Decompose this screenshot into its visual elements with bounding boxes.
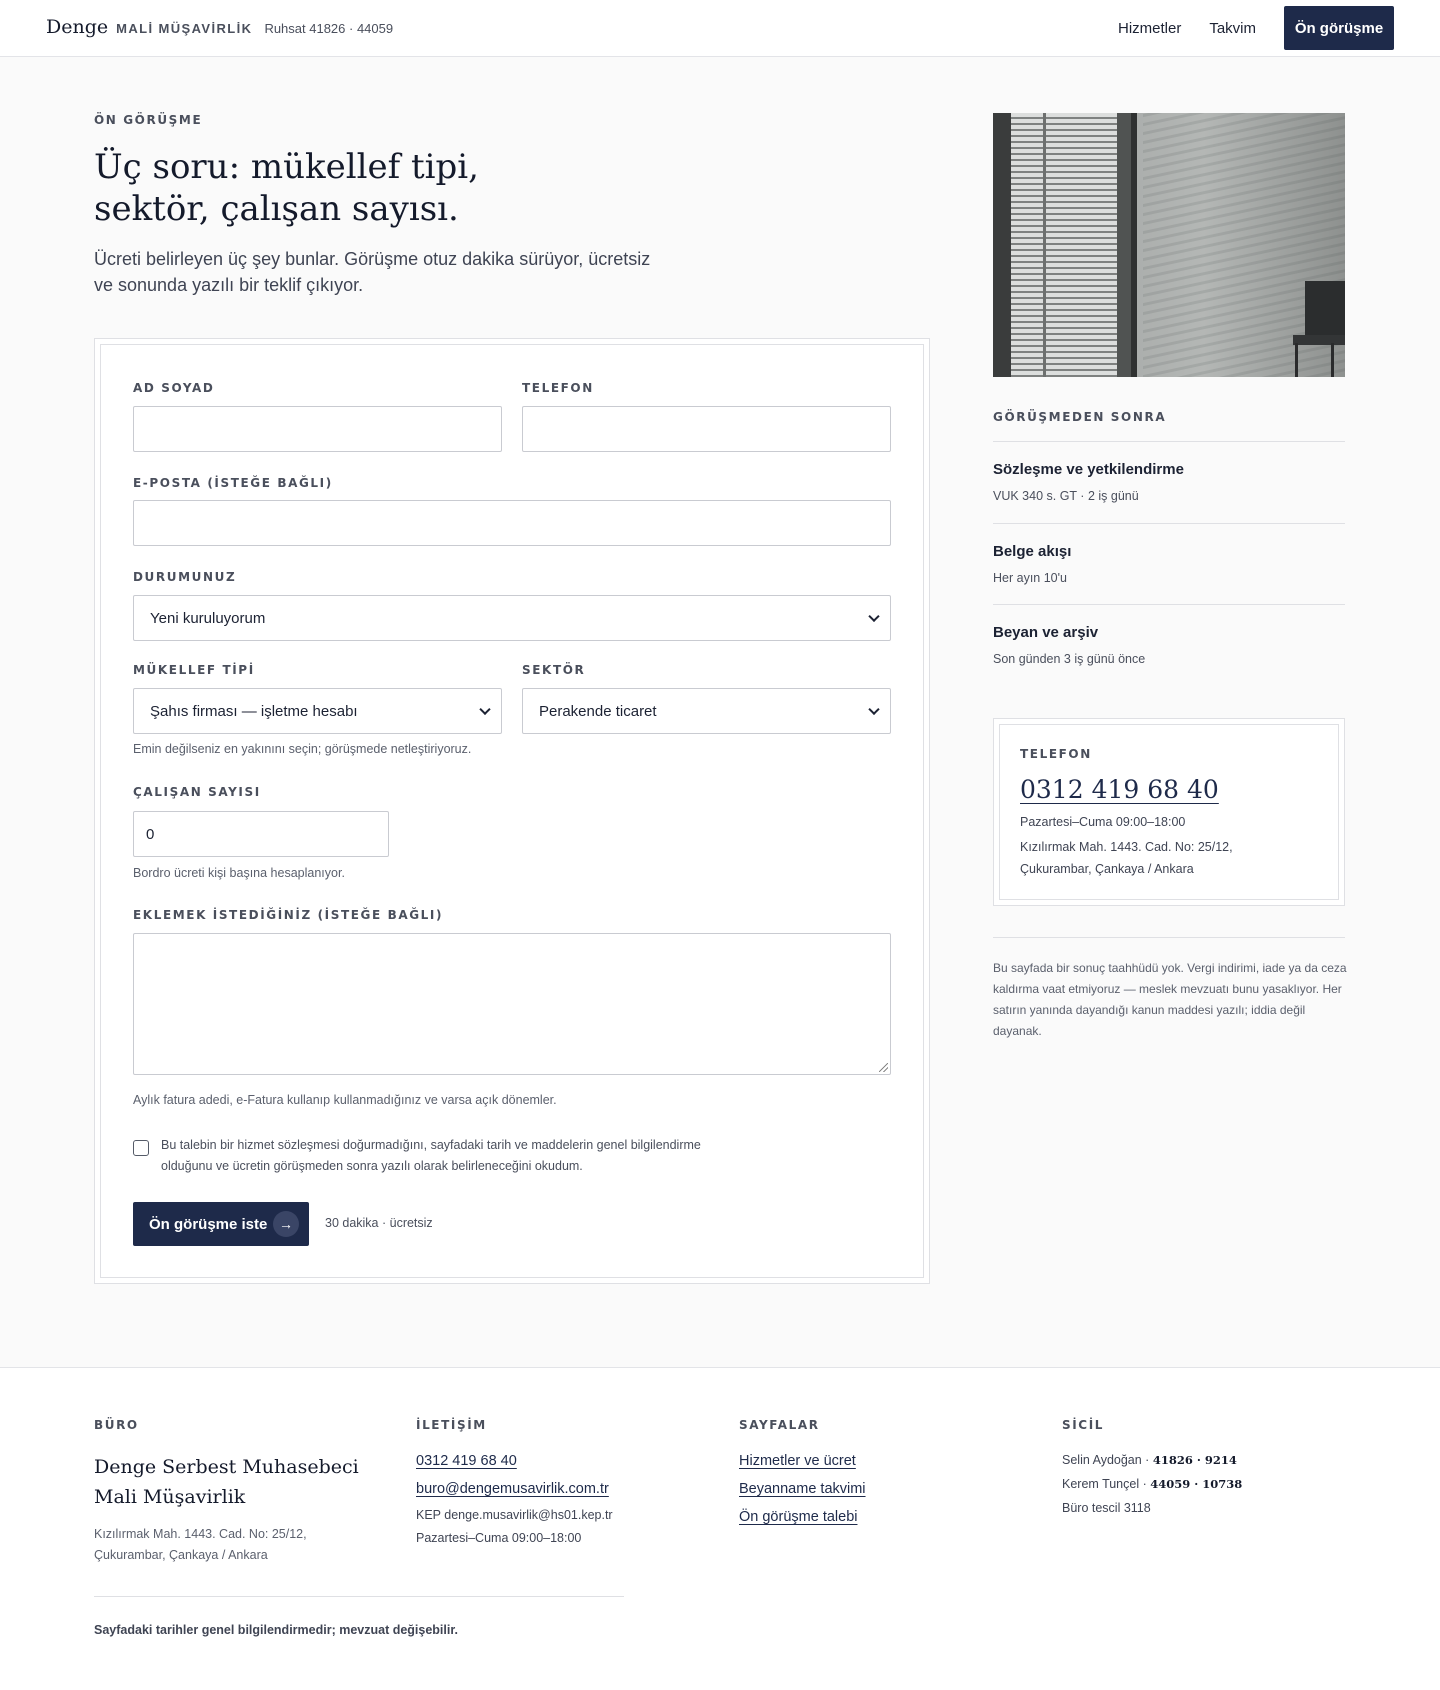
footer-address-line-2: Çukurambar, Çankaya / Ankara <box>94 1548 268 1562</box>
window-blinds-image <box>993 113 1345 377</box>
footer-note: Sayfadaki tarihler genel bilgilendirmedir; mevzuat değişebilir. <box>94 1623 459 1637</box>
email-label: E-POSTA (İSTEĞE BAĞLI) <box>133 476 333 490</box>
employees-hint: Bordro ücreti kişi başına hesaplanıyor. <box>133 866 345 880</box>
arrow-right-icon: → <box>273 1211 299 1237</box>
registry-entry <box>1062 1472 1242 1496</box>
footer-divider <box>94 1596 624 1597</box>
phone-card-label: TELEFON <box>1020 747 1092 761</box>
step-subtitle: VUK 340 s. GT · 2 iş günü <box>993 489 1139 503</box>
address-line-1: Kızılırmak Mah. 1443. Cad. No: 25/12, <box>1020 840 1233 854</box>
sector-label: SEKTÖR <box>522 663 586 677</box>
name-input[interactable] <box>133 406 502 452</box>
divider <box>993 937 1345 938</box>
footer-link-services[interactable]: Hizmetler ve ücret <box>739 1453 856 1469</box>
name-label: AD SOYAD <box>133 381 215 395</box>
office-hours: Pazartesi–Cuma 09:00–18:00 <box>1020 815 1186 829</box>
main-nav <box>1118 6 1394 50</box>
footer-office-column <box>94 1418 384 1566</box>
employees-input[interactable]: 0 <box>133 811 389 857</box>
step-subtitle: Son günden 3 iş günü önce <box>993 652 1146 666</box>
nav-link-calendar[interactable]: Takvim <box>1209 19 1256 37</box>
footer-link-consultation[interactable]: Ön görüşme talebi <box>739 1509 858 1525</box>
consent-checkbox[interactable] <box>133 1140 149 1156</box>
notes-textarea[interactable] <box>133 933 891 1075</box>
taxpayer-type-value: Şahıs firması — işletme hesabı <box>150 702 358 720</box>
page-title-line1: Üç soru: mükellef tipi, <box>94 147 479 187</box>
hero-eyebrow: ÖN GÖRÜŞME <box>94 113 203 127</box>
footer-office-name: Denge Serbest Muhasebeci Mali Müşavirlik <box>94 1456 359 1508</box>
footer-kep-address: KEP denge.musavirlik@hs01.kep.tr <box>416 1508 613 1522</box>
phone-label: TELEFON <box>522 381 594 395</box>
employees-label: ÇALIŞAN SAYISI <box>133 785 261 799</box>
brand-name: Denge <box>46 16 109 38</box>
phone-input[interactable] <box>522 406 891 452</box>
sector-select[interactable] <box>522 688 891 734</box>
divider <box>993 441 1345 442</box>
address-line-2: Çukurambar, Çankaya / Ankara <box>1020 862 1194 876</box>
registry-number: 44059 · 10738 <box>1150 1477 1243 1491</box>
legal-disclaimer: Bu sayfada bir sonuç taahhüdü yok. Vergi indirimi, iade ya da ceza kaldırma vaat etmiyoruz — meslek mevzuatı bunu yasaklıyor. Her satırın yanında dayandığı kanun maddesi yazılı; iddia değil dayanak. <box>993 961 1347 1038</box>
top-navigation-bar <box>0 0 1440 57</box>
footer-registry-column <box>1062 1418 1242 1520</box>
footer-office-label: BÜRO <box>94 1418 139 1432</box>
nav-link-services[interactable]: Hizmetler <box>1117 19 1182 37</box>
footer-pages-column <box>739 1418 866 1526</box>
notes-hint: Aylık fatura adedi, e-Fatura kullanıp kullanmadığınız ve varsa açık dönemler. <box>133 1093 557 1107</box>
email-input[interactable] <box>133 500 891 546</box>
step-title: Sözleşme ve yetkilendirme <box>993 461 1184 478</box>
step-title: Belge akışı <box>993 543 1072 560</box>
consent-text: Bu talebin bir hizmet sözleşmesi doğurmadığını, sayfadaki tarih ve maddelerin genel bilgilendirme olduğunu ve ücretin görüşmeden sonra yazılı olarak belirleneceğini okudum. <box>161 1138 701 1173</box>
consultation-form-card <box>94 338 930 1284</box>
phone-card <box>993 718 1345 906</box>
chevron-down-icon <box>479 704 490 715</box>
brand[interactable] <box>46 16 393 38</box>
footer-email-link[interactable]: buro@dengemusavirlik.com.tr <box>416 1481 609 1497</box>
status-select[interactable] <box>133 595 891 641</box>
footer-pages-label: SAYFALAR <box>739 1418 820 1432</box>
page-title <box>94 146 654 230</box>
nav-cta-consultation-button[interactable]: Ön görüşme <box>1284 6 1394 50</box>
footer-link-calendar[interactable]: Beyanname takvimi <box>739 1481 866 1497</box>
footer-hours: Pazartesi–Cuma 09:00–18:00 <box>416 1531 582 1545</box>
step-subtitle: Her ayın 10'u <box>993 571 1067 585</box>
footer-address-line-1: Kızılırmak Mah. 1443. Cad. No: 25/12, <box>94 1527 307 1541</box>
footer-contact-column <box>416 1418 613 1550</box>
submit-consultation-button[interactable] <box>133 1202 309 1246</box>
status-label: DURUMUNUZ <box>133 570 237 584</box>
footer-phone-link[interactable]: 0312 419 68 40 <box>416 1453 517 1469</box>
registry-number: 41826 · 9214 <box>1152 1453 1237 1467</box>
registry-entry <box>1062 1448 1242 1472</box>
footer-contact-label: İLETİŞİM <box>416 1418 487 1432</box>
registry-name: Selin Aydoğan · <box>1062 1453 1150 1467</box>
type-hint: Emin değilseniz en yakınını seçin; görüşmede netleştiriyoruz. <box>133 742 472 756</box>
sector-value: Perakende ticaret <box>539 702 657 720</box>
taxpayer-type-select[interactable] <box>133 688 502 734</box>
registry-name: Kerem Tunçel · <box>1062 1477 1147 1491</box>
step-title: Beyan ve arşiv <box>993 624 1099 641</box>
registry-office: Büro tescil 3118 <box>1062 1501 1151 1515</box>
divider <box>993 523 1345 524</box>
after-meeting-eyebrow: GÖRÜŞMEDEN SONRA <box>993 410 1167 424</box>
submit-note: 30 dakika · ücretsiz <box>325 1216 433 1230</box>
phone-number-link[interactable]: 0312 419 68 40 <box>1020 775 1219 804</box>
office-window-photo <box>993 113 1345 377</box>
notes-label: EKLEMEK İSTEDİĞİNİZ (İSTEĞE BAĞLI) <box>133 908 444 922</box>
divider <box>993 604 1345 605</box>
resize-handle-icon[interactable] <box>879 1063 888 1072</box>
submit-label: Ön görüşme iste <box>149 1215 268 1233</box>
chevron-down-icon <box>868 611 879 622</box>
brand-subtitle: MALİ MÜŞAVİRLİK <box>116 21 253 36</box>
status-select-value: Yeni kuruluyorum <box>150 609 266 627</box>
footer <box>0 1367 1440 1690</box>
consultation-form <box>100 344 924 1278</box>
page-title-line2: sektör, çalışan sayısı. <box>94 189 459 229</box>
hero-lead: Ücreti belirleyen üç şey bunlar. Görüşme otuz dakika sürüyor, ücretsiz ve sonunda yazılı bir teklif çıkıyor. <box>94 249 651 295</box>
taxpayer-type-label: MÜKELLEF TİPİ <box>133 663 255 677</box>
footer-registry-label: SİCİL <box>1062 1418 1105 1432</box>
phone-card-inner <box>999 724 1339 900</box>
chevron-down-icon <box>868 704 879 715</box>
license-number: Ruhsat 41826 · 44059 <box>264 21 394 36</box>
